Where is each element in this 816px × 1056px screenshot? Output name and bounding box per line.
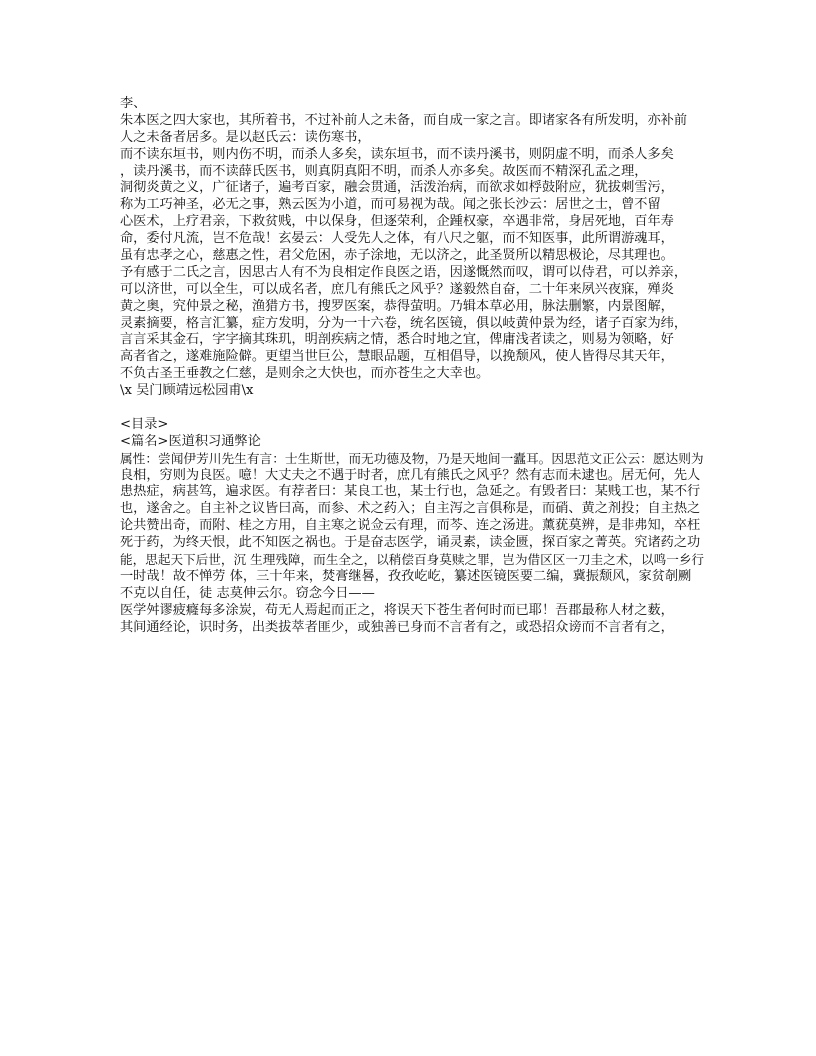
text-line: 良相，穷则为良医。噫！大丈夫之不遇于时者，庶几有熊氏之风乎？然有志而未逮也。居无何，先人 (120, 467, 701, 483)
document-page (120, 96, 704, 637)
text-line: 洞彻炎黄之义，广征诸子，遍考百家，融会贯通，活泼治病，而欲求如桴鼓附应，犹拔刺雪污， (120, 180, 674, 196)
toc-heading: <目录> (120, 416, 169, 432)
signature-line: \x 吴门顾靖远松园甫\x (120, 383, 254, 399)
text-line: 命，委付凡流，岂不危哉！玄晏云：人受先人之体，有八尺之躯，而不知医事，此所谓游魂耳， (120, 231, 674, 247)
text-line: 患热症，病甚笃，遍求医。有荐者曰：某良工也，某士行也，急延之。有毁者曰：某贱工也，某不行 (120, 484, 701, 500)
section-gap (120, 400, 704, 417)
text-line: 不负古圣王垂教之仁慈，是则余之大快也，而亦苍生之大幸也。 (120, 366, 490, 382)
text-line: 虽有忠孝之心，慈惠之性，君父危困，赤子涂地，无以济之，此圣贤所以精思极论，尽其理也。 (120, 248, 674, 264)
text-line: 人之未备者居多。是以赵氏云：读伤寒书， (120, 129, 371, 145)
text-line: 称为工巧神圣，必无之事，熟云医为小道，而可易视为哉。闻之张长沙云：居世之士，曾不留 (120, 197, 661, 213)
text-line: 言言采其金石，字字摘其珠玑，明剖疾病之情，悉合时地之宜，俾庸浅者读之，则易为领略，好 (120, 332, 674, 348)
text-line: 予有感于二氏之言，因思古人有不为良相定作良医之语，因遂慨然而叹，谓可以侍君，可以养亲， (120, 264, 688, 280)
text-line: 医学舛谬疲癃每多涂炭，苟无人焉起而正之，将误天下苍生者何时而已耶！吾郡最称人材之薮， (120, 602, 674, 618)
text-line: 死于药，为终天恨，此不知医之祸也。于是奋志医学，诵灵素，读金匮，探百家之菁英。究诸药之功 (120, 535, 701, 551)
text-line: 朱本医之四大家也，其所着书，不过补前人之未备，而自成一家之言。即诸家各有所发明，亦补前 (120, 112, 688, 128)
chapter-title: <篇名>医道积习通弊论 (120, 433, 261, 449)
text-line: 心医术，上疗君亲，下救贫贱，中以保身，但逐荣利，企踵权豪，卒遇非常，身居死地，百年寿 (120, 214, 674, 230)
text-line: 论共赞出奇，而附、桂之方用，自主寒之说佥云有理，而芩、连之汤进。薰莸莫辨，是非弗知，卒枉 (120, 518, 701, 534)
text-line: 也，遂舍之。自主补之议皆曰高，而参、术之药入；自主泻之言俱称是，而硝、黄之剂投；自主热之 (120, 501, 701, 517)
body-section (120, 417, 704, 637)
text-line: 高者省之，遂难施险僻。更望当世巨公，慧眼品题，互相倡导，以挽颓风，使人皆得尽其天年， (120, 349, 674, 365)
text-line: 李、 (120, 96, 147, 111)
text-line: 可以济世，可以全生，可以成名者，庶几有熊氏之风乎？遂毅然自奋，二十年来夙兴夜寐，殚炎 (120, 281, 674, 297)
text-line: 其间通经论，识时务，出类拔萃者匪少，或独善已身而不言者有之，或恐招众谤而不言者有之， (120, 619, 674, 635)
text-line: 而不读东垣书，则内伤不明，而杀人多矣，读东垣书，而不读丹溪书，则阴虚不明，而杀人多矣 (120, 146, 674, 162)
preface-section (120, 96, 704, 400)
text-line: 灵素摘要，格言汇纂，症方发明，分为一十六卷，统名医镜，俱以岐黄仲景为经，诸子百家为纬， (120, 315, 688, 331)
text-line: 黄之奥，究仲景之秘，渔猎方书，搜罗医案，恭得萤明。乃辑本草必用，脉法删繁，内景图解， (120, 298, 674, 314)
text-line: 一时哉！故不惮劳 体，三十年来，焚膏继晷，孜孜屹屹，纂述医镜医要二编，冀振颓风，家贫剞劂 (120, 568, 692, 584)
text-line: 属性：尝闻伊芳川先生有言：士生斯世，而无功德及物，乃是天地间一蠹耳。因思范文正公云：愿达则为 (120, 450, 704, 466)
text-line: 能，思起天下后世，沉 生理残障，而生全之，以稍偿百身莫赎之罪，岂为借区区一刀圭之术，以鸣一乡行 (120, 552, 705, 568)
text-line: ，读丹溪书，而不读薛氏医书，则真阴真阳不明，而杀人亦多矣。故医而不精深孔孟之理， (120, 163, 648, 179)
text-line: 不克以自任，徒 志莫伸云尔。窃念今日—— (120, 585, 375, 601)
